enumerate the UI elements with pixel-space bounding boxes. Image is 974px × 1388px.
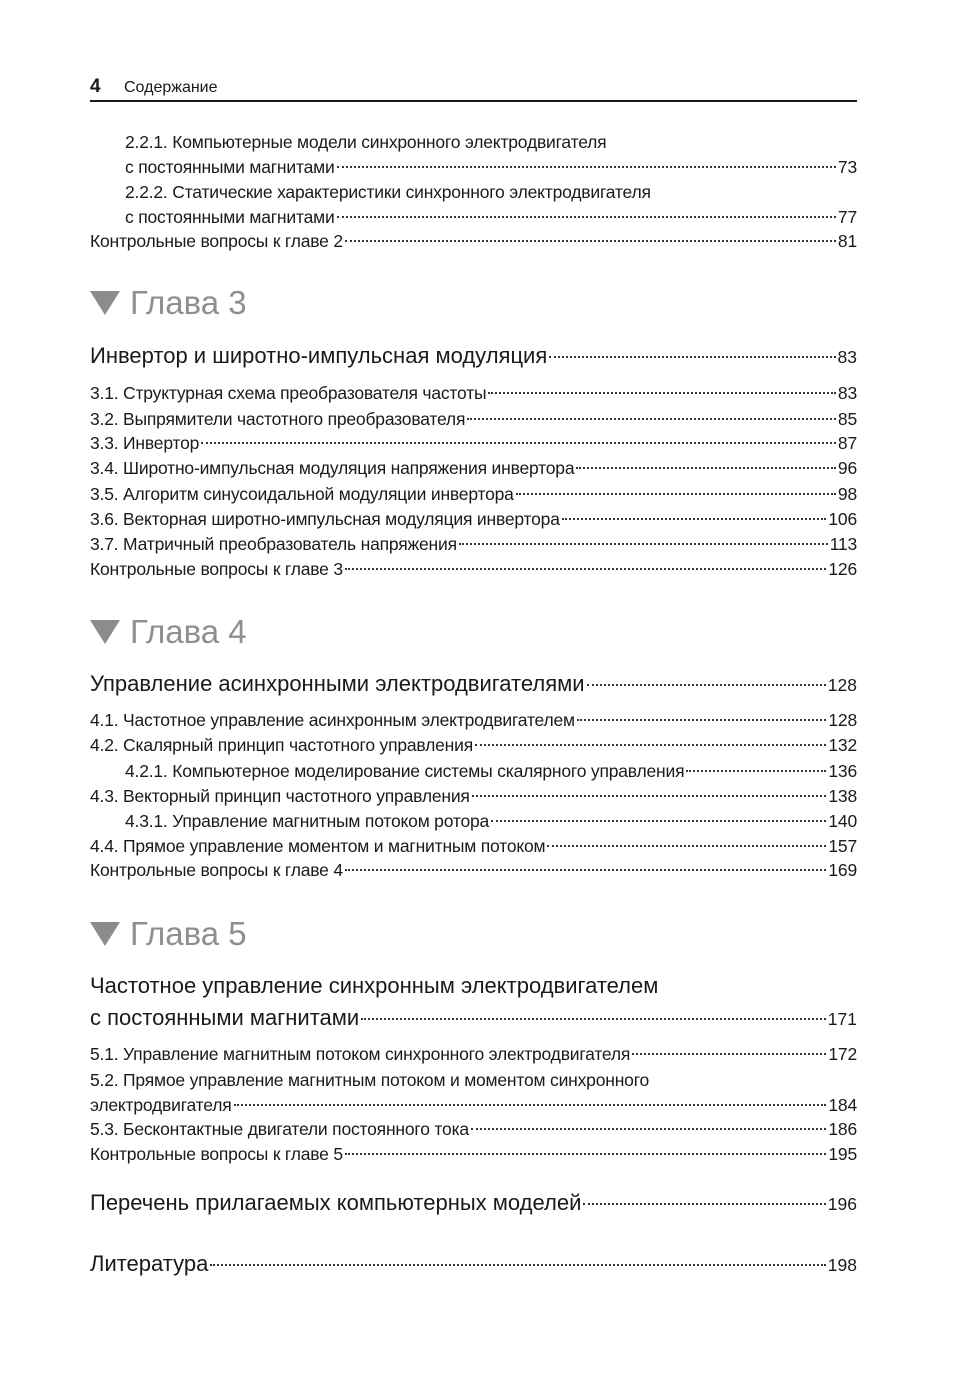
page-number: 195: [828, 1143, 857, 1164]
dot-leader: [210, 1264, 825, 1266]
dot-leader: [345, 240, 836, 242]
toc-entry[interactable]: [90, 482, 857, 507]
entry-line: [90, 130, 857, 155]
dot-leader: [345, 568, 826, 570]
page-number: 186: [828, 1118, 857, 1139]
triangle-marker-icon: [90, 620, 120, 644]
page-number: 77: [837, 206, 857, 227]
entry-title: Контрольные вопросы к главе 5: [90, 1143, 343, 1164]
entry-title: 3.7. Матричный преобразователь напряжения: [90, 533, 457, 554]
dot-leader: [686, 770, 826, 772]
entry-line: [90, 205, 857, 230]
dot-leader: [361, 1018, 826, 1020]
toc-entry[interactable]: [90, 784, 857, 809]
entry-line: [90, 708, 857, 733]
entry-title: 4.2. Скалярный принцип частотного управления: [90, 734, 473, 755]
toc-entry[interactable]: [90, 557, 857, 582]
entry-title: 4.3.1. Управление магнитным потоком ротора: [125, 810, 490, 831]
entry-title: 5.3. Бесконтактные двигатели постоянного тока: [90, 1118, 469, 1139]
page-number: 113: [829, 533, 857, 554]
entry-title: 4.1. Частотное управление асинхронным электродвигателем: [90, 709, 575, 730]
entry-title: Литература: [90, 1251, 209, 1276]
entry-title: с постоянными магнитами: [90, 1005, 360, 1030]
page-number: 136: [828, 760, 857, 781]
page-number: 96: [837, 457, 857, 478]
dot-leader: [472, 795, 827, 797]
entry-line: [90, 809, 857, 834]
toc-entry[interactable]: [90, 1068, 857, 1118]
page-number: 157: [828, 835, 857, 856]
toc-entry[interactable]: [90, 858, 857, 883]
triangle-marker-icon: [90, 291, 120, 315]
toc-entry[interactable]: [90, 1117, 857, 1142]
page-number: 4: [90, 76, 101, 97]
dot-leader: [234, 1104, 827, 1106]
chapter-title-entry[interactable]: [90, 668, 857, 700]
entry-title: Управление асинхронными электродвигателями: [90, 671, 585, 696]
page-number: 171: [827, 1009, 857, 1029]
chapter-title-entry[interactable]: [90, 1248, 857, 1280]
entry-line: [90, 340, 857, 372]
entry-line: [90, 858, 857, 883]
dot-leader: [577, 719, 827, 721]
chapter-label: Глава 3: [130, 284, 247, 321]
page-number: 126: [828, 558, 857, 579]
entry-title: 2.2.2. Статические характеристики синхронного электродвигателя: [125, 181, 651, 202]
page-number: 128: [828, 709, 857, 730]
toc-entry[interactable]: [90, 708, 857, 733]
dot-leader: [467, 418, 836, 420]
chapter-title-entry[interactable]: [90, 340, 857, 372]
entry-line: [90, 229, 857, 254]
chapter-title-entry[interactable]: [90, 1187, 857, 1219]
dot-leader: [587, 684, 826, 686]
entry-line: [90, 180, 857, 205]
entry-line: [90, 532, 857, 557]
entry-title: 3.5. Алгоритм синусоидальной модуляции инвертора: [90, 483, 514, 504]
entry-title: электродвигателя: [90, 1094, 232, 1115]
dot-leader: [471, 1128, 826, 1130]
entry-title: с постоянными магнитами: [125, 206, 335, 227]
page-number: 184: [828, 1094, 857, 1115]
toc-entry[interactable]: [90, 733, 857, 758]
entry-line: [90, 381, 857, 406]
entry-line: [90, 1068, 857, 1093]
toc-entry[interactable]: [90, 759, 857, 784]
page-number: 140: [828, 810, 857, 831]
page-number: 172: [828, 1043, 857, 1064]
toc-entry[interactable]: [90, 180, 857, 230]
entry-line: [90, 834, 857, 859]
entry-line: [90, 1117, 857, 1142]
entry-line: [90, 733, 857, 758]
dot-leader: [547, 845, 826, 847]
entry-line: [90, 970, 857, 1002]
entry-title: 5.1. Управление магнитным потоком синхронного электродвигателя: [90, 1043, 631, 1064]
toc-entry[interactable]: [90, 130, 857, 180]
dot-leader: [562, 518, 827, 520]
entry-title: 4.2.1. Компьютерное моделирование системы скалярного управления: [125, 760, 685, 781]
entry-line: [90, 155, 857, 180]
dot-leader: [201, 442, 836, 444]
entry-line: [90, 482, 857, 507]
dot-leader: [337, 166, 836, 168]
dot-leader: [337, 216, 836, 218]
page-number: 138: [828, 785, 857, 806]
chapter-heading[interactable]: [90, 612, 857, 652]
triangle-marker-icon: [90, 922, 120, 946]
page-number: 196: [827, 1194, 857, 1214]
entry-line: [90, 1142, 857, 1167]
page-number: 81: [837, 230, 857, 251]
chapter-heading[interactable]: [90, 914, 857, 954]
entry-title: 4.4. Прямое управление моментом и магнитным потоком: [90, 835, 546, 856]
dot-leader: [632, 1053, 826, 1055]
page-number: 73: [837, 156, 857, 177]
toc-entry[interactable]: [90, 507, 857, 532]
entry-line: [90, 431, 857, 456]
running-header: [90, 76, 857, 102]
chapter-title-entry[interactable]: [90, 970, 857, 1034]
entry-title: 5.2. Прямое управление магнитным потоком и моментом синхронного: [90, 1069, 650, 1090]
page-number: 106: [828, 508, 857, 529]
chapter-heading[interactable]: [90, 283, 857, 323]
entry-title: Перечень прилагаемых компьютерных моделей: [90, 1190, 582, 1215]
entry-title: Инвертор и широтно-импульсная модуляция: [90, 343, 548, 368]
entry-line: [90, 1093, 857, 1118]
dot-leader: [345, 869, 826, 871]
entry-title: 3.4. Широтно-импульсная модуляция напряжения инвертора: [90, 457, 575, 478]
toc-entry[interactable]: [90, 809, 857, 834]
page-number: 198: [827, 1255, 857, 1275]
entry-line: [90, 507, 857, 532]
entry-title: 3.3. Инвертор: [90, 432, 200, 453]
entry-title: 3.2. Выпрямители частотного преобразователя: [90, 408, 466, 429]
entry-line: [90, 1042, 857, 1067]
toc-entry[interactable]: [90, 1142, 857, 1167]
dot-leader: [345, 1153, 826, 1155]
entry-title: 4.3. Векторный принцип частотного управления: [90, 785, 470, 806]
dot-leader: [488, 392, 836, 394]
dot-leader: [576, 467, 836, 469]
dot-leader: [549, 356, 835, 358]
page-number: 169: [828, 859, 857, 880]
toc-entry[interactable]: [90, 431, 857, 456]
page-number: 87: [837, 432, 857, 453]
entry-title: Контрольные вопросы к главе 2: [90, 230, 343, 251]
page-number: 85: [837, 408, 857, 429]
entry-title: 3.6. Векторная широтно-импульсная модуляция инвертора: [90, 508, 560, 529]
dot-leader: [583, 1203, 825, 1205]
dot-leader: [475, 744, 826, 746]
entry-title: 2.2.1. Компьютерные модели синхронного электродвигателя: [125, 131, 607, 152]
toc-entry[interactable]: [90, 1042, 857, 1067]
entry-line: [90, 668, 857, 700]
entry-line: [90, 1002, 857, 1034]
entry-line: [90, 784, 857, 809]
toc-entry[interactable]: [90, 381, 857, 406]
page-number: 98: [837, 483, 857, 504]
dot-leader: [459, 543, 828, 545]
entry-line: [90, 1187, 857, 1219]
entry-title: с постоянными магнитами: [125, 156, 335, 177]
entry-title: Контрольные вопросы к главе 3: [90, 558, 343, 579]
entry-title: 3.1. Структурная схема преобразователя частоты: [90, 382, 487, 403]
entry-line: [90, 1248, 857, 1280]
page-number: 83: [837, 382, 857, 403]
page-number: 128: [827, 675, 857, 695]
toc-entry[interactable]: [90, 407, 857, 432]
running-title: Содержание: [124, 79, 218, 96]
toc-entry[interactable]: [90, 834, 857, 859]
chapter-label: Глава 5: [130, 915, 247, 952]
toc-entry[interactable]: [90, 456, 857, 481]
entry-line: [90, 557, 857, 582]
dot-leader: [516, 493, 836, 495]
page-number: 132: [828, 734, 857, 755]
page-number: 83: [837, 347, 857, 367]
toc-entry[interactable]: [90, 532, 857, 557]
dot-leader: [491, 820, 826, 822]
entry-line: [90, 407, 857, 432]
entry-title: Контрольные вопросы к главе 4: [90, 859, 343, 880]
entry-title: Частотное управление синхронным электродвигателем: [90, 973, 659, 998]
toc-entry[interactable]: [90, 229, 857, 254]
chapter-label: Глава 4: [130, 613, 247, 650]
entry-line: [90, 759, 857, 784]
entry-line: [90, 456, 857, 481]
